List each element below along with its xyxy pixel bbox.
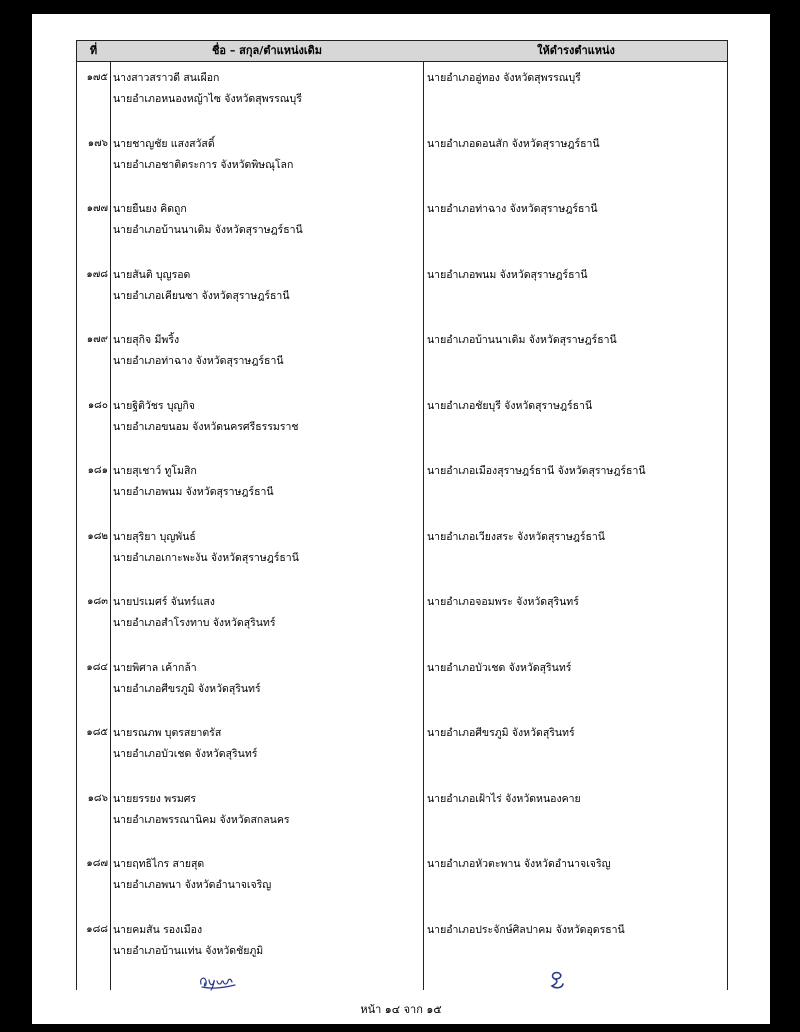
person-name: นางสาวสราวดี สนเผือก xyxy=(113,72,220,84)
table-row xyxy=(77,259,727,321)
new-position: นายอำเภอประจักษ์ศิลปาคม จังหวัดอุดรธานี xyxy=(427,923,625,936)
table-row xyxy=(77,193,727,255)
person-name: นายสันติ บุญรอด xyxy=(113,268,191,281)
table-row xyxy=(77,783,727,845)
old-position: นายอำเภอพนา จังหวัดอำนาจเจริญ xyxy=(113,879,272,891)
row-number: ๑๘๓ xyxy=(87,596,108,607)
signature-left xyxy=(197,970,241,992)
person-name: นายยรรยง พรมศร xyxy=(113,792,197,805)
signature-right xyxy=(547,968,569,992)
new-position: นายอำเภอเมืองสุราษฎร์ธานี จังหวัดสุราษฎร์ธานี xyxy=(427,465,646,477)
header-no: ที่ xyxy=(89,44,98,57)
table-header xyxy=(77,40,727,62)
person-name: นายรณภพ บุตรสยาตรัส xyxy=(113,727,222,739)
table-row xyxy=(77,586,727,648)
old-position: นายอำเภอขนอม จังหวัดนครศรีธรรมราช xyxy=(113,420,299,433)
old-position: นายอำเภอพรรณานิคม จังหวัดสกลนคร xyxy=(113,813,290,826)
row-number: ๑๗๘ xyxy=(86,268,108,280)
new-position: นายอำเภอเวียงสระ จังหวัดสุราษฎร์ธานี xyxy=(427,530,605,543)
table-row xyxy=(77,455,727,517)
table-row xyxy=(77,848,727,910)
table-row xyxy=(77,128,727,190)
old-position: นายอำเภอชาติตระการ จังหวัดพิษณุโลก xyxy=(113,158,294,171)
old-position: นายอำเภอสำโรงทาบ จังหวัดสุรินทร์ xyxy=(113,617,276,629)
table-row xyxy=(77,62,727,124)
page-footer: หน้า ๑๔ จาก ๑๕ xyxy=(360,1003,442,1016)
old-position: นายอำเภอบ้านแท่น จังหวัดชัยภูมิ xyxy=(113,944,264,957)
row-number: ๑๘๒ xyxy=(87,530,108,542)
row-number: ๑๗๙ xyxy=(86,334,108,345)
header-new-position: ให้ดำรงตำแหน่ง xyxy=(537,44,615,57)
row-number: ๑๘๐ xyxy=(87,399,108,411)
row-number: ๑๗๗ xyxy=(86,203,108,214)
old-position: นายอำเภอบัวเชด จังหวัดสุรินทร์ xyxy=(113,748,258,760)
header-name: ชื่อ – สกุล/ตำแหน่งเดิม xyxy=(211,44,323,57)
new-position: นายอำเภอจอมพระ จังหวัดสุรินทร์ xyxy=(427,596,579,608)
new-position: นายอำเภอพนม จังหวัดสุราษฎร์ธานี xyxy=(427,268,588,281)
old-position: นายอำเภอศีขรภูมิ จังหวัดสุรินทร์ xyxy=(113,682,261,695)
new-position: นายอำเภอหัวตะพาน จังหวัดอำนาจเจริญ xyxy=(427,858,611,870)
person-name: นายฐิติวัชร บุญกิจ xyxy=(113,399,195,412)
new-position: นายอำเภอบ้านนาเดิม จังหวัดสุราษฎร์ธานี xyxy=(427,334,617,346)
person-name: นายสุกิจ มีพริ้ง xyxy=(113,334,180,346)
person-name: นายยืนยง คิดถูก xyxy=(113,203,187,215)
new-position: นายอำเภอเฝ้าไร่ จังหวัดหนองคาย xyxy=(427,792,581,805)
new-position: นายอำเภอศีขรภูมิ จังหวัดสุรินทร์ xyxy=(427,727,575,739)
new-position: นายอำเภออู่ทอง จังหวัดสุพรรณบุรี xyxy=(427,72,581,84)
person-name: นายปรเมศร์ จันทร์แสง xyxy=(113,596,215,608)
table-row xyxy=(77,390,727,452)
row-number: ๑๘๕ xyxy=(86,727,108,738)
old-position: นายอำเภอเกาะพะงัน จังหวัดสุราษฎร์ธานี xyxy=(113,551,299,564)
person-name: นายพิศาล เค้ากล้า xyxy=(113,661,197,674)
person-name: นายฤทธิไกร สายสุด xyxy=(113,858,205,870)
document-page xyxy=(32,14,770,1024)
row-number: ๑๗๕ xyxy=(86,72,108,83)
person-name: นายคมสัน รองเมือง xyxy=(113,923,203,936)
row-number: ๑๘๘ xyxy=(86,923,108,935)
new-position: นายอำเภอชัยบุรี จังหวัดสุราษฎร์ธานี xyxy=(427,399,593,412)
old-position: นายอำเภอพนม จังหวัดสุราษฎร์ธานี xyxy=(113,486,274,498)
table-row xyxy=(77,914,727,976)
row-number: ๑๘๗ xyxy=(86,858,108,869)
old-position: นายอำเภอหนองหญ้าไซ จังหวัดสุพรรณบุรี xyxy=(113,93,302,105)
new-position: นายอำเภอท่าฉาง จังหวัดสุราษฎร์ธานี xyxy=(427,203,598,215)
row-number: ๑๘๔ xyxy=(86,661,108,673)
old-position: นายอำเภอท่าฉาง จังหวัดสุราษฎร์ธานี xyxy=(113,355,284,367)
table-row xyxy=(77,652,727,714)
row-number: ๑๘๖ xyxy=(87,792,108,804)
person-name: นายสุริยา บุญพันธ์ xyxy=(113,530,196,543)
new-position: นายอำเภอบัวเชด จังหวัดสุรินทร์ xyxy=(427,661,572,674)
person-name: นายชาญชัย แสงสวัสดิ์ xyxy=(113,137,215,150)
table-row xyxy=(77,521,727,583)
old-position: นายอำเภอบ้านนาเดิม จังหวัดสุราษฎร์ธานี xyxy=(113,224,303,236)
appointment-table xyxy=(76,40,728,990)
row-number: ๑๗๖ xyxy=(87,137,108,149)
table-row xyxy=(77,717,727,779)
row-number: ๑๘๑ xyxy=(87,465,108,476)
old-position: นายอำเภอเคียนซา จังหวัดสุราษฎร์ธานี xyxy=(113,289,290,302)
table-row xyxy=(77,324,727,386)
new-position: นายอำเภอดอนสัก จังหวัดสุราษฎร์ธานี xyxy=(427,137,600,150)
person-name: นายสุเชาว์ ทูโมสิก xyxy=(113,465,197,477)
